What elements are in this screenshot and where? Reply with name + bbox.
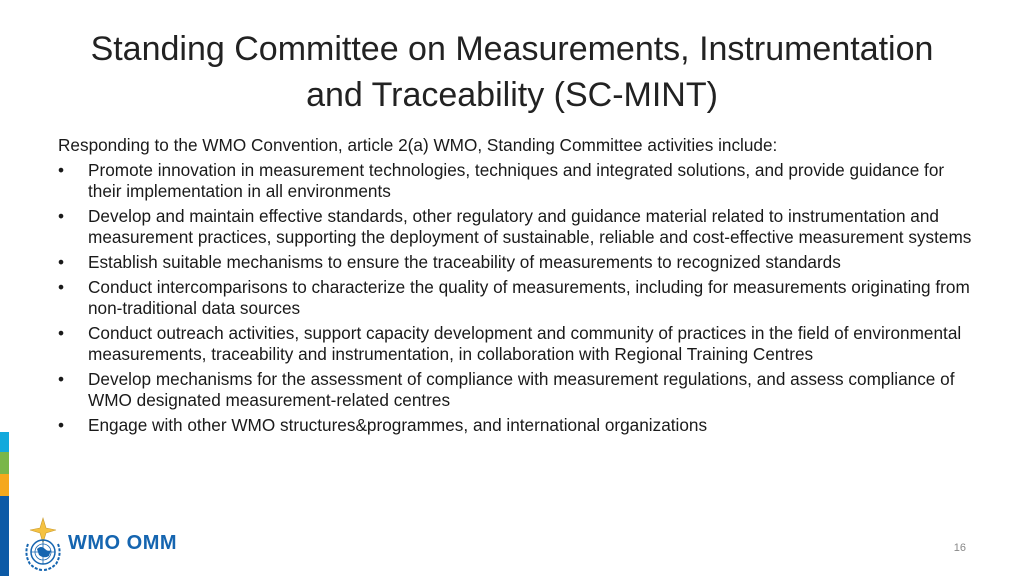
bullet-icon: •	[58, 206, 65, 226]
list-item: • Conduct intercomparisons to characterize the quality of measurements, including for measurements originating from non-traditional data sources	[58, 277, 970, 318]
list-item: • Promote innovation in measurement technologies, techniques and integrated solutions, and provide guidance for their implementation in all environments	[58, 160, 945, 201]
accent-bar-green	[0, 452, 9, 474]
intro-text: Responding to the WMO Convention, article 2(a) WMO, Standing Committee activities include:	[58, 135, 778, 155]
title-line-2: and Traceability (SC-MINT)	[306, 76, 718, 114]
bullet-icon: •	[58, 369, 65, 389]
list-item: • Engage with other WMO structures&programmes, and international organizations	[58, 415, 708, 435]
wmo-emblem-icon	[22, 516, 64, 577]
bullet-list	[58, 160, 978, 436]
bullet-icon: •	[58, 415, 65, 435]
list-item: • Develop and maintain effective standards, other regulatory and guidance material related to instrumentation and measurement practices, supporting the deployment of sustainable, reliable and cost-effective measurement systems	[58, 206, 972, 247]
bullet-icon: •	[58, 277, 65, 297]
accent-bar-blue	[0, 496, 9, 576]
bullet-icon: •	[58, 252, 65, 272]
list-item: • Develop mechanisms for the assessment of compliance with measurement regulations, and assess compliance of WMO designated measurement-related centres	[58, 369, 955, 410]
accent-bar-orange	[0, 474, 9, 496]
list-item: • Conduct outreach activities, support capacity development and community of practices in the field of environmental measurements, traceability and instrumentation, in collaboration with Regional Training Centres	[58, 323, 962, 364]
bullet-icon: •	[58, 160, 65, 180]
slide-title	[40, 26, 984, 118]
slide-body	[58, 135, 978, 440]
bullet-icon: •	[58, 323, 65, 343]
accent-bar-cyan	[0, 432, 9, 452]
page-number: 16	[953, 542, 966, 554]
list-item: • Establish suitable mechanisms to ensure the traceability of measurements to recognized standards	[58, 252, 841, 272]
wmo-logo-text: WMO OMM	[68, 532, 178, 554]
title-line-1: Standing Committee on Measurements, Instrumentation	[90, 30, 934, 68]
